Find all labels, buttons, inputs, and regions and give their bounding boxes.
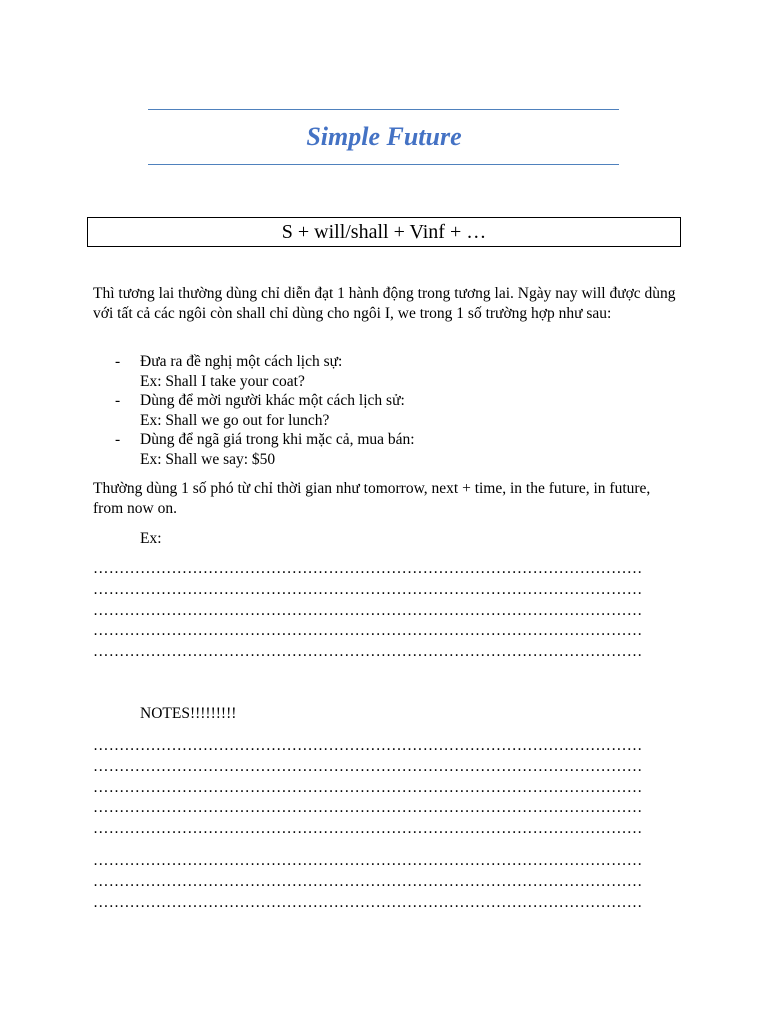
example-writing-lines bbox=[93, 559, 673, 663]
dotted-line: …………………………………………………………………………………………… bbox=[93, 737, 643, 754]
dotted-line: …………………………………………………………………………………………… bbox=[93, 601, 643, 619]
dotted-line: …………………………………………………………………………………………… bbox=[93, 778, 643, 796]
formula-box: S + will/shall + Vinf + … bbox=[87, 217, 681, 247]
adverbs-paragraph: Thường dùng 1 số phó từ chỉ thời gian như tomorrow, next + time, in the future, in future, from now on. bbox=[93, 480, 651, 517]
usage-list bbox=[93, 352, 678, 470]
dotted-line: …………………………………………………………………………………………… bbox=[93, 852, 643, 869]
dotted-line: …………………………………………………………………………………………… bbox=[93, 643, 643, 661]
dotted-line: …………………………………………………………………………………………… bbox=[93, 580, 643, 598]
list-item-example: Ex: Shall we go out for lunch? bbox=[140, 411, 330, 429]
list-item-text: Dùng để mời người khác một cách lịch sử: bbox=[140, 392, 405, 410]
list-item bbox=[93, 430, 678, 469]
list-item-example: Ex: Shall we say: $50 bbox=[140, 450, 276, 468]
notes-label: NOTES!!!!!!!!! bbox=[140, 705, 237, 722]
dotted-line: …………………………………………………………………………………………… bbox=[93, 820, 643, 838]
example-label: Ex: bbox=[140, 530, 162, 547]
intro-paragraph: Thì tương lai thường dùng chỉ diễn đạt 1 hành động trong tương lai. Ngày nay will được dùng với tất cả các ngôi còn shall chỉ dùng cho ngôi I, we trong 1 số trường hợp như sau: bbox=[93, 285, 676, 322]
list-item-example: Ex: Shall I take your coat? bbox=[140, 372, 305, 390]
dotted-line: …………………………………………………………………………………………… bbox=[93, 757, 643, 775]
list-item bbox=[93, 352, 678, 391]
title-rule-top bbox=[148, 109, 619, 110]
dotted-line: …………………………………………………………………………………………… bbox=[93, 799, 643, 817]
notes-writing-lines bbox=[93, 736, 673, 840]
notes-writing-lines-extra bbox=[93, 851, 673, 913]
list-bullet: - bbox=[115, 392, 121, 410]
list-item-text: Đưa ra đề nghị một cách lịch sự: bbox=[140, 353, 343, 370]
title-rule-bottom bbox=[148, 164, 619, 165]
dotted-line: …………………………………………………………………………………………… bbox=[93, 560, 643, 577]
page-title: Simple Future bbox=[306, 122, 462, 151]
dotted-line: …………………………………………………………………………………………… bbox=[93, 872, 643, 890]
list-item bbox=[93, 391, 678, 430]
dotted-line: …………………………………………………………………………………………… bbox=[93, 622, 643, 640]
list-bullet: - bbox=[115, 431, 121, 449]
list-bullet: - bbox=[115, 353, 121, 370]
dotted-line: …………………………………………………………………………………………… bbox=[93, 893, 643, 911]
list-item-text: Dùng để ngã giá trong khi mặc cả, mua bán: bbox=[140, 431, 415, 449]
